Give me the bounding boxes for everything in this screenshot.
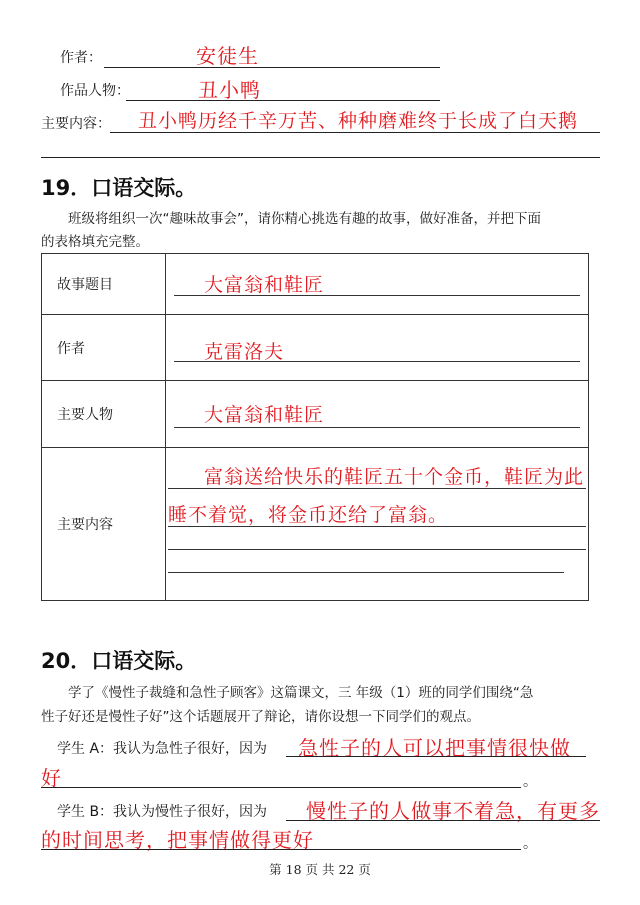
table-content-line-3	[168, 549, 586, 550]
student-b-label: 学生 B：我认为慢性子很好，因为	[57, 804, 268, 820]
author-answer: 安徒生	[196, 44, 259, 68]
student-a-label: 学生 A：我认为急性子很好，因为	[57, 741, 268, 757]
title-label: 故事题目	[42, 254, 166, 315]
table-content-line-1	[168, 488, 586, 489]
student-b-answer-line1: 慢性子的人做事不着急，有更多	[306, 799, 600, 823]
table-content-line-4	[168, 572, 564, 573]
author-label: 作者：	[60, 50, 102, 66]
characters-label: 主要人物	[42, 381, 166, 448]
character-answer: 丑小鸭	[198, 78, 261, 102]
student-a-answer-line1: 急性子的人可以把事情很快做	[298, 736, 571, 760]
table-row-title	[42, 254, 589, 315]
title-answer-line	[174, 295, 580, 296]
q20-intro-line2: 性子好还是慢性子好”这个话题展开了辩论，请你设想一下同学们的观点。	[41, 709, 480, 725]
student-b-answer-line-2	[41, 849, 521, 850]
q19-heading: 19．口语交际。	[41, 176, 197, 200]
table-author-answer-line	[174, 361, 580, 362]
content-answer-line-2	[41, 157, 600, 158]
content-answer: 丑小鸭历经千辛万苦、种种磨难终于长成了白天鹅	[138, 110, 579, 132]
table-content-answer-line1: 富翁送给快乐的鞋匠五十个金币，鞋匠为此	[204, 466, 585, 488]
author-answer-line	[104, 67, 440, 68]
story-table	[41, 253, 589, 601]
q19-intro-line1: 班级将组织一次“趣味故事会”，请你精心挑选有趣的故事，做好准备，并把下面	[68, 211, 541, 227]
characters-answer: 大富翁和鞋匠	[204, 404, 325, 426]
table-row-author	[42, 315, 589, 381]
content-label: 主要内容：	[41, 116, 111, 132]
title-cell	[166, 254, 589, 315]
character-answer-line	[126, 100, 440, 101]
table-row-content	[42, 448, 589, 601]
characters-answer-line	[174, 427, 580, 428]
q20-intro-line1: 学了《慢性子裁缝和急性子顾客》这篇课文，三 年级（1）班的同学们围绕“急	[68, 685, 534, 701]
student-a-answer-line2: 好	[41, 766, 62, 790]
characters-cell	[166, 381, 589, 448]
page-number: 第 18 页 共 22 页	[269, 862, 371, 877]
table-content-cell	[166, 448, 589, 601]
q20-heading: 20．口语交际。	[41, 649, 197, 673]
table-content-answer-line2: 睡不着觉，将金币还给了富翁。	[168, 504, 449, 526]
table-content-line-2	[168, 526, 586, 527]
table-author-answer: 克雷洛夫	[204, 341, 285, 363]
table-author-cell	[166, 315, 589, 381]
table-row-characters	[42, 381, 589, 448]
q19-intro-line2: 的表格填充完整。	[41, 234, 149, 250]
title-answer: 大富翁和鞋匠	[204, 274, 325, 296]
table-content-label: 主要内容	[42, 448, 166, 601]
student-a-end-mark: 。	[523, 774, 537, 790]
table-author-label: 作者	[42, 315, 166, 381]
student-b-end-mark: 。	[523, 836, 537, 852]
character-label: 作品人物：	[60, 83, 130, 99]
student-b-answer-line	[286, 820, 600, 821]
student-a-answer-line	[286, 756, 586, 757]
student-b-answer-line2: 的时间思考，把事情做得更好	[41, 828, 314, 852]
student-a-answer-line-2	[41, 787, 521, 788]
